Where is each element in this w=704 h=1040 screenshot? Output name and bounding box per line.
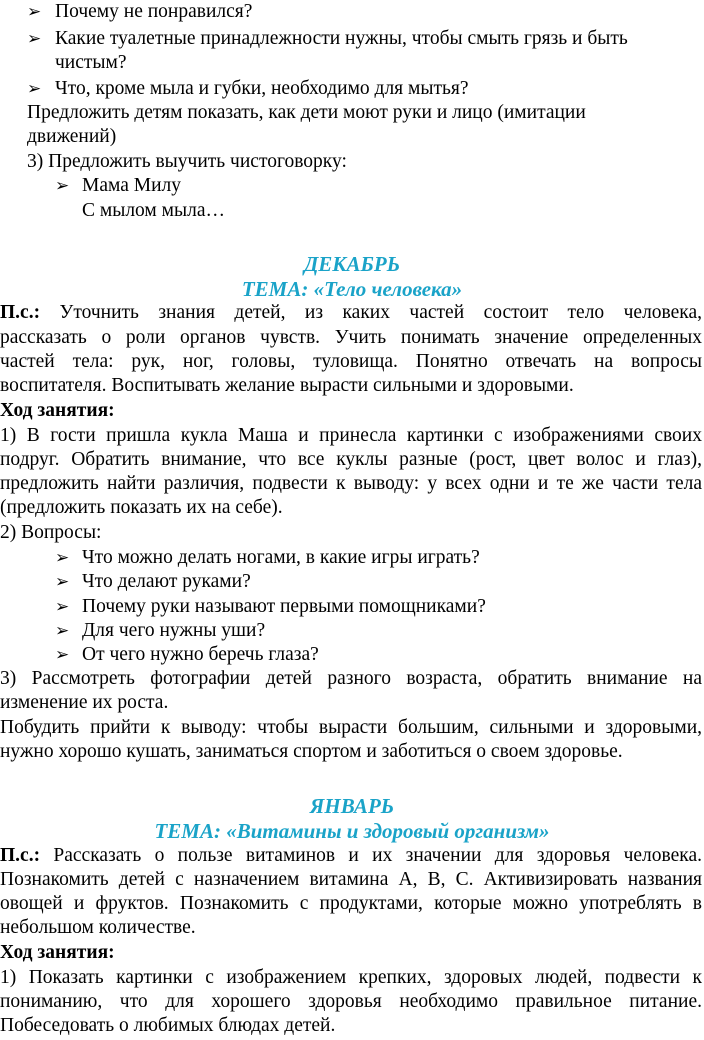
- step-line: (предложить показать их на себе).: [0, 497, 283, 518]
- goal-line: Познакомить детей с назначением витамина А, В, С. Активизировать названия: [0, 869, 702, 890]
- step-line: подруг. Обратить внимание, что все куклы разные (рост, цвет волос и глаз),: [0, 449, 702, 470]
- month-heading: ДЕКАБРЬ: [303, 252, 401, 276]
- step-line: Побудить прийти к выводу: чтобы вырасти большим, сильными и здоровыми,: [0, 717, 702, 738]
- step-line: 1) В гости пришла кукла Маша и принесла картинки с изображениями своих: [0, 425, 702, 446]
- step-line: 1) Показать картинки с изображением крепких, здоровых людей, подвести к: [0, 967, 702, 988]
- step-line: нужно хорошо кушать, заниматься спортом и заботиться о своем здоровье.: [0, 741, 623, 762]
- arrow-bullet-icon: ➢: [55, 645, 70, 664]
- goal-text: Рассказать о пользе витаминов и их значении для здоровья человека.: [53, 845, 702, 866]
- step-line: пониманию, что для хорошего здоровья необходимо правильное питание.: [0, 991, 702, 1012]
- question-item: Почему руки называют первыми помощниками?: [82, 596, 486, 617]
- course-label: Ход занятия:: [0, 400, 115, 421]
- step-line: предложить найти различия, подвести к выводу: у всех одни и те же части тела: [0, 473, 702, 494]
- question-item: Почему не понравился?: [55, 1, 253, 22]
- step-line: изменение их роста.: [0, 692, 169, 713]
- goal-line: овощей и фруктов. Познакомить с продуктами, которые можно употреблять в: [0, 893, 702, 914]
- goal-line: воспитателя. Воспитывать желание вырасти сильными и здоровыми.: [0, 375, 574, 396]
- step-line: Побеседовать о любимых блюдах детей.: [0, 1015, 336, 1036]
- goal-line: частей тела: рук, ног, головы, туловища. Понятно отвечать на вопросы: [0, 351, 702, 372]
- question-item: От чего нужно беречь глаза?: [82, 644, 319, 665]
- rhyme-line: Мама Милу: [82, 175, 181, 196]
- arrow-bullet-icon: ➢: [55, 621, 70, 640]
- theme-heading: ТЕМА: «Витамины и здоровый организм»: [154, 819, 550, 843]
- arrow-bullet-icon: ➢: [55, 548, 70, 567]
- paragraph-line: движений): [27, 126, 117, 147]
- theme-heading: ТЕМА: «Тело человека»: [241, 277, 463, 301]
- paragraph-line: 3) Предложить выучить чистоговорку:: [27, 151, 347, 172]
- goal-line: небольшом количестве.: [0, 917, 196, 938]
- goal-text: Уточнить знания детей, из каких частей состоит тело человека,: [59, 302, 703, 323]
- arrow-bullet-icon: ➢: [27, 2, 42, 21]
- arrow-bullet-icon: ➢: [55, 597, 70, 616]
- question-item: Что, кроме мыла и губки, необходимо для мытья?: [55, 78, 469, 99]
- goal-label: П.с.:: [0, 845, 41, 866]
- question-item: Что можно делать ногами, в какие игры играть?: [82, 547, 480, 568]
- goal-line: рассказать о роли органов чувств. Учить понимать значение определенных: [0, 327, 702, 348]
- step-line: 2) Вопросы:: [0, 522, 102, 543]
- rhyme-line: С мылом мыла…: [82, 200, 225, 221]
- question-item: Какие туалетные принадлежности нужны, чтобы смыть грязь и быть: [55, 28, 628, 49]
- arrow-bullet-icon: ➢: [55, 572, 70, 591]
- question-item-continued: чистым?: [55, 52, 127, 73]
- arrow-bullet-icon: ➢: [27, 79, 42, 98]
- course-label: Ход занятия:: [0, 942, 115, 963]
- question-item: Что делают руками?: [82, 571, 251, 592]
- month-heading: ЯНВАРЬ: [309, 794, 395, 818]
- paragraph-line: Предложить детям показать, как дети моют руки и лицо (имитации: [27, 102, 586, 123]
- goal-line: [0, 844, 702, 868]
- question-item: Для чего нужны уши?: [82, 620, 266, 641]
- step-line: 3) Рассмотреть фотографии детей разного возраста, обратить внимание на: [0, 668, 702, 689]
- goal-label: П.с.:: [0, 302, 41, 323]
- goal-line: [0, 301, 702, 325]
- arrow-bullet-icon: ➢: [55, 176, 70, 195]
- arrow-bullet-icon: ➢: [27, 29, 42, 48]
